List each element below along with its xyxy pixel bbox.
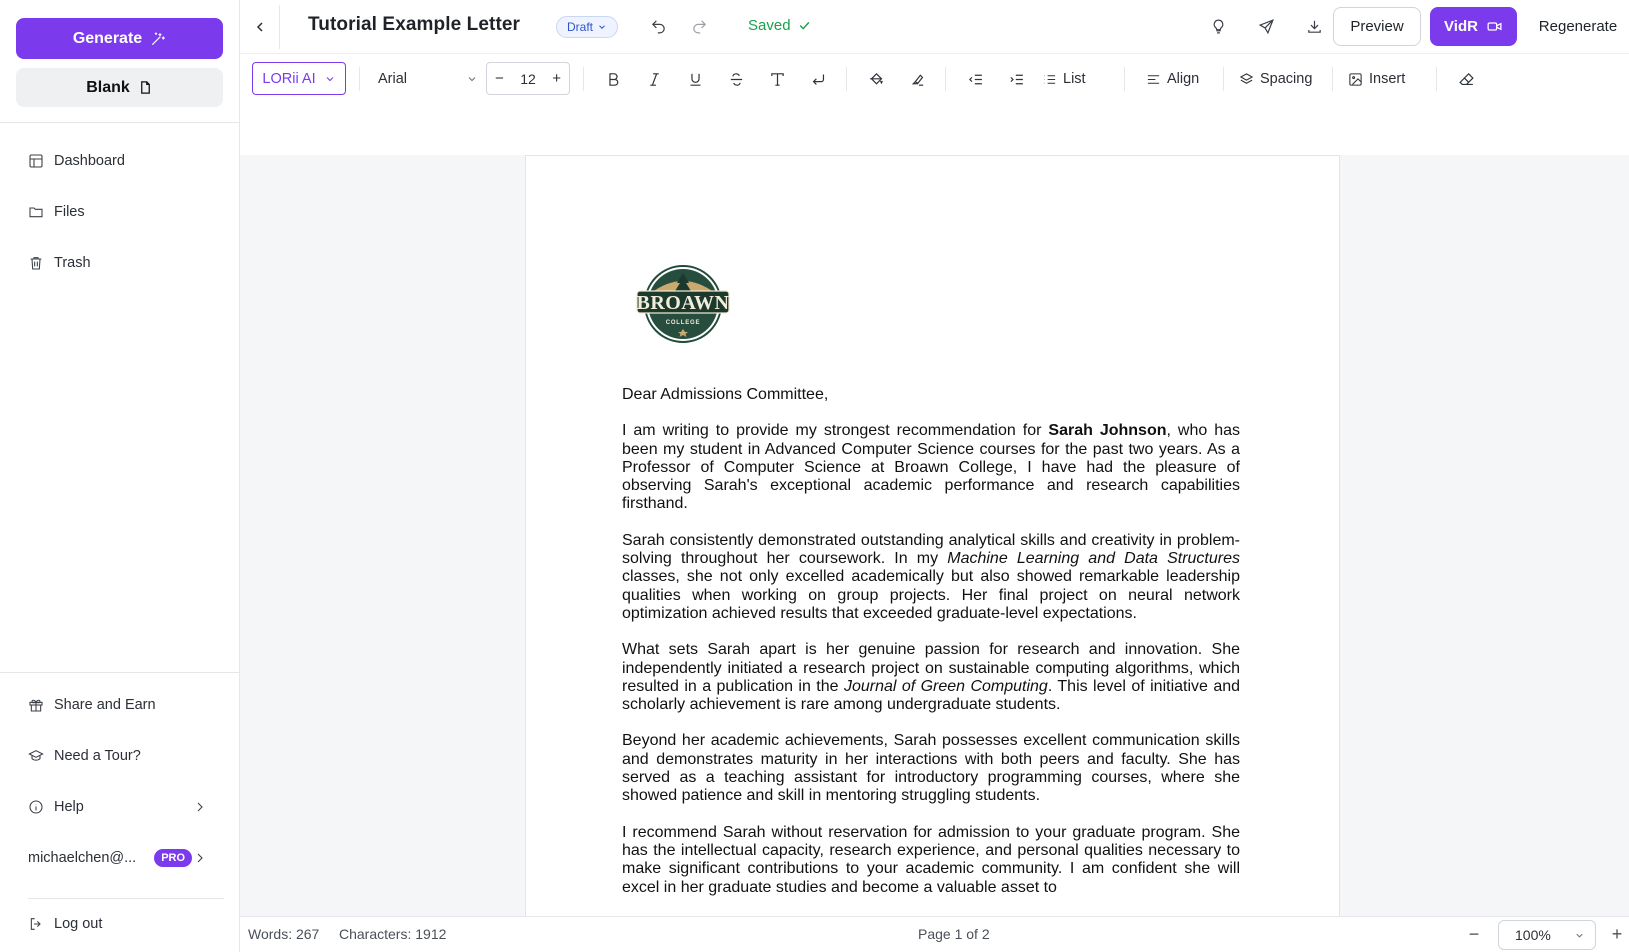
- salutation: Dear Admissions Committee,: [622, 386, 829, 403]
- sidebar-item-label: Share and Earn: [54, 697, 156, 713]
- toolbar-divider: [945, 67, 946, 91]
- ruler-area: [240, 105, 1629, 155]
- sidebar-item-files[interactable]: [28, 201, 85, 223]
- trash-icon: [28, 255, 44, 271]
- logout-button[interactable]: [28, 913, 102, 935]
- logout-label: Log out: [54, 916, 103, 932]
- sidebar: [0, 0, 240, 952]
- logo-name: BROAWN: [636, 292, 730, 314]
- generate-button[interactable]: [16, 18, 223, 59]
- chevron-right-icon: [192, 850, 208, 866]
- return-icon: [810, 71, 827, 88]
- college-logo: [631, 263, 735, 345]
- clear-formatting-button[interactable]: [1452, 65, 1480, 93]
- image-icon: [1348, 72, 1363, 87]
- gift-icon: [28, 697, 44, 713]
- font-size-increase-button[interactable]: +: [552, 70, 561, 87]
- vidr-button[interactable]: [1430, 7, 1517, 46]
- sidebar-item-label: Files: [54, 204, 85, 220]
- align-label: Align: [1167, 71, 1200, 87]
- sidebar-item-help[interactable]: [28, 796, 208, 818]
- strikethrough-button[interactable]: [722, 65, 750, 93]
- word-count: Words: 267: [248, 926, 320, 942]
- chevron-down-icon: [324, 73, 336, 85]
- paragraph: Beyond her academic achievements, Sarah possesses excellent communication skills and demonstrates maturity in her interactions with both peers and faculty. She has served as a teaching assistant for introductory programming courses, where she showed patience and skill in mentoring struggling students.: [622, 732, 1240, 805]
- download-icon: [1306, 18, 1323, 35]
- spacing-button[interactable]: [1239, 65, 1312, 93]
- font-size-value[interactable]: 12: [520, 70, 536, 87]
- toolbar-divider: [1124, 67, 1125, 91]
- highlight-button[interactable]: [903, 65, 931, 93]
- toolbar-divider: [359, 67, 360, 91]
- file-icon: [138, 80, 153, 95]
- paragraph: What sets Sarah apart is her genuine passion for research and innovation. She independently initiated a research project on sustainable computing algorithms, which resulted in a publication in the Journal of Green Computing. This level of initiative and scholarly achievement is rare among undergraduate students.: [622, 641, 1241, 714]
- list-button[interactable]: [1042, 65, 1086, 93]
- underline-button[interactable]: [681, 65, 709, 93]
- sidebar-item-label: Trash: [54, 255, 91, 271]
- insert-button[interactable]: [1348, 65, 1405, 93]
- redo-button[interactable]: [685, 12, 713, 40]
- course-names: Machine Learning and Data Structures: [947, 550, 1240, 568]
- undo-button[interactable]: [644, 12, 672, 40]
- toolbar-divider: [1436, 67, 1437, 91]
- indent-icon: [1008, 71, 1025, 88]
- font-size-stepper: [486, 62, 570, 95]
- send-button[interactable]: [1252, 12, 1280, 40]
- toolbar-divider: [1332, 67, 1333, 91]
- character-count: Characters: 1912: [339, 926, 447, 942]
- back-button[interactable]: [240, 5, 280, 49]
- align-button[interactable]: [1146, 65, 1199, 93]
- outdent-button[interactable]: [961, 65, 989, 93]
- paragraph: I am writing to provide my strongest recommendation for Sarah Johnson, who has been my student in Advanced Computer Science courses for the past two years. As a Professor of Computer Science at Broawn College, I have had the pleasure of observing Sarah's exceptional academic performance and research capabilities firsthand.: [622, 422, 1241, 513]
- download-button[interactable]: [1300, 12, 1328, 40]
- formatting-toolbar: [240, 54, 1629, 105]
- blank-button[interactable]: [16, 68, 223, 107]
- strikethrough-icon: [728, 71, 745, 88]
- document-page[interactable]: [525, 155, 1340, 916]
- text-icon: [769, 71, 786, 88]
- chevron-left-icon: [252, 19, 268, 35]
- ai-assistant-dropdown[interactable]: [252, 62, 346, 95]
- magic-wand-icon: [150, 31, 166, 47]
- document-title[interactable]: Tutorial Example Letter: [308, 14, 521, 35]
- page-indicator: Page 1 of 2: [918, 926, 990, 942]
- chevron-right-icon: [192, 799, 208, 815]
- sidebar-divider: [0, 672, 240, 673]
- regenerate-button[interactable]: Regenerate: [1538, 18, 1618, 35]
- toolbar-divider: [846, 67, 847, 91]
- redo-icon: [691, 18, 708, 35]
- sidebar-item-dashboard[interactable]: [28, 150, 125, 172]
- info-icon: [28, 799, 44, 815]
- logout-icon: [28, 916, 44, 932]
- top-bar: [240, 0, 1629, 54]
- pro-badge: PRO: [154, 849, 192, 867]
- spacing-label: Spacing: [1260, 71, 1313, 87]
- logo-sub: COLLEGE: [665, 320, 701, 326]
- sidebar-divider: [28, 898, 224, 899]
- sidebar-item-label: Dashboard: [54, 153, 125, 169]
- bold-button[interactable]: [599, 65, 627, 93]
- vidr-label: VidR: [1444, 18, 1478, 35]
- generate-label: Generate: [72, 29, 143, 47]
- list-icon: [1042, 72, 1057, 87]
- fill-color-button[interactable]: [862, 65, 890, 93]
- bold-icon: [605, 71, 622, 88]
- outdent-icon: [967, 71, 984, 88]
- sidebar-item-label: Help: [54, 799, 84, 815]
- save-status-label: Saved: [748, 17, 791, 34]
- toolbar-divider: [583, 67, 584, 91]
- align-left-icon: [1146, 72, 1161, 87]
- sidebar-divider: [0, 122, 240, 123]
- font-size-decrease-button[interactable]: −: [495, 70, 504, 87]
- blank-label: Blank: [86, 78, 130, 96]
- underline-icon: [687, 71, 704, 88]
- status-bar: [240, 916, 1629, 952]
- chevron-down-icon: [1574, 930, 1585, 941]
- lightbulb-icon: [1210, 18, 1227, 35]
- sidebar-item-share-and-earn[interactable]: [28, 694, 156, 716]
- italic-icon: [646, 71, 663, 88]
- ai-assistant-label: LORii AI: [262, 70, 316, 87]
- sidebar-item-label: Need a Tour?: [54, 748, 141, 764]
- send-icon: [1258, 18, 1275, 35]
- toolbar-divider: [1223, 67, 1224, 91]
- folder-icon: [28, 204, 44, 220]
- layers-icon: [1239, 72, 1254, 87]
- chevron-down-icon: [466, 73, 478, 85]
- insert-label: Insert: [1369, 71, 1406, 87]
- student-name: Sarah Johnson: [1048, 422, 1167, 440]
- letter-body[interactable]: [622, 386, 1240, 915]
- graduation-cap-icon: [28, 748, 44, 764]
- text-style-button[interactable]: [763, 65, 791, 93]
- status-badge[interactable]: [556, 16, 618, 38]
- indent-button[interactable]: [1002, 65, 1030, 93]
- zoom-out-button[interactable]: −: [1468, 923, 1480, 944]
- check-icon: [797, 18, 812, 33]
- eraser-icon: [1458, 71, 1475, 88]
- sidebar-item-trash[interactable]: [28, 252, 91, 274]
- save-status: [748, 17, 812, 34]
- italic-button[interactable]: [640, 65, 668, 93]
- video-camera-icon: [1486, 18, 1503, 35]
- paint-bucket-icon: [868, 71, 885, 88]
- list-label: List: [1063, 71, 1086, 87]
- layout-icon: [28, 153, 44, 169]
- account-email: michaelchen@...: [28, 850, 137, 866]
- font-family-value: Arial: [378, 70, 408, 87]
- paragraph: I recommend Sarah without reservation for admission to your graduate program. She has the intellectual capacity, research experience, and personal qualities necessary to make significant contributions to your academic community. I am confident she will excel in her graduate studies and become a valuable asset to: [622, 823, 1240, 896]
- sidebar-item-need-a-tour[interactable]: [28, 745, 141, 767]
- highlighter-icon: [909, 71, 926, 88]
- line-break-button[interactable]: [804, 65, 832, 93]
- chevron-down-icon: [597, 22, 607, 32]
- undo-icon: [650, 18, 667, 35]
- preview-button[interactable]: Preview: [1333, 7, 1421, 46]
- journal-name: Journal of Green Computing: [843, 677, 1048, 695]
- ideas-button[interactable]: [1204, 12, 1232, 40]
- font-family-select[interactable]: [378, 62, 478, 95]
- status-badge-label: Draft: [567, 20, 594, 34]
- account-menu[interactable]: [28, 847, 208, 869]
- paragraph: Sarah consistently demonstrated outstanding analytical skills and creativity in problem-solving throughout her coursework. In my Machine Learning and Data Structures classes, she not only excelled academically but also showed remarkable leadership qualities when working on group projects. Her final project on neural network optimization achieved results that exceeded graduate-level expectations.: [622, 531, 1240, 622]
- zoom-value: 100%: [1515, 927, 1551, 943]
- zoom-select[interactable]: [1498, 920, 1596, 950]
- zoom-in-button[interactable]: +: [1611, 923, 1623, 944]
